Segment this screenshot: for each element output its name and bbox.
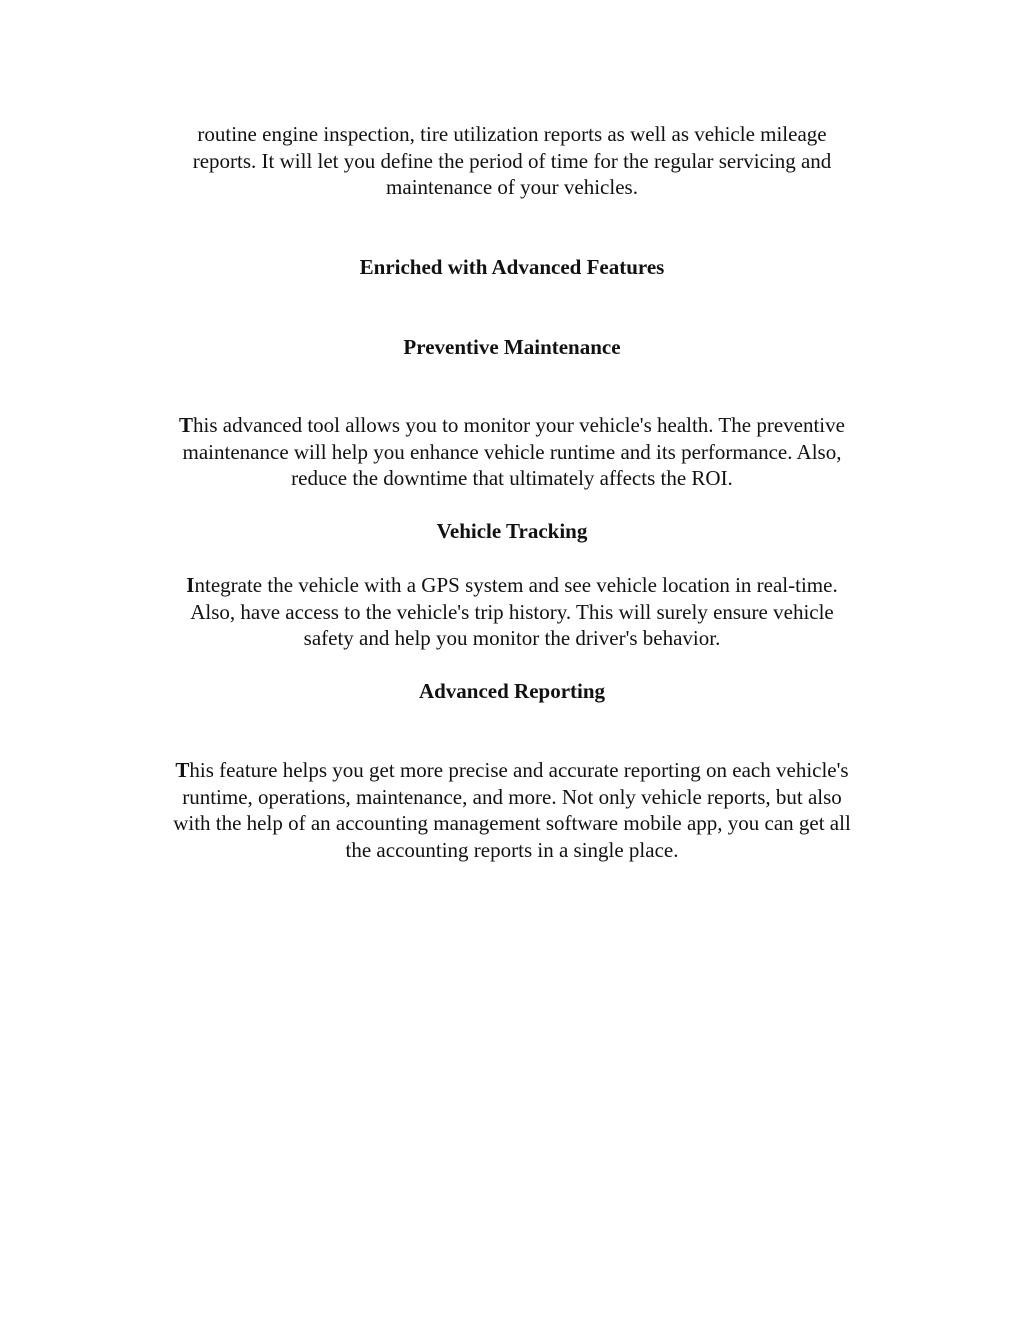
paragraph-line	[112, 757, 912, 784]
paragraph-line: Also, have access to the vehicle's trip history. This will surely ensure vehicle	[190, 599, 834, 624]
intro-line: maintenance of your vehicles.	[386, 175, 638, 199]
section-title: Enriched with Advanced Features	[359, 255, 665, 279]
paragraph-line-text: his advanced tool allows you to monitor your vehicle's health. The preventive	[193, 413, 845, 437]
preventive-maintenance-paragraph	[112, 412, 912, 492]
paragraph-line: maintenance will help you enhance vehicle runtime and its performance. Also,	[182, 439, 842, 464]
paragraph-line: runtime, operations, maintenance, and more. Not only vehicle reports, but also	[182, 784, 842, 809]
paragraph-line-text: his feature helps you get more precise and accurate reporting on each vehicle's	[189, 758, 849, 782]
paragraph-line: safety and help you monitor the driver's behavior.	[303, 626, 721, 650]
paragraph-line-text: ntegrate the vehicle with a GPS system and see vehicle location in real-time.	[194, 573, 838, 597]
intro-line: routine engine inspection, tire utilization reports as well as vehicle mileage	[197, 122, 827, 146]
advanced-reporting-paragraph	[112, 757, 912, 863]
drop-cap-letter: T	[179, 413, 194, 437]
intro-line: reports. It will let you define the period of time for the regular servicing and	[192, 148, 832, 173]
intro-paragraph	[112, 121, 912, 201]
advanced-reporting-heading: Advanced Reporting	[418, 679, 606, 703]
drop-cap-letter: I	[186, 573, 195, 597]
paragraph-line: reduce the downtime that ultimately affects the ROI.	[291, 466, 733, 490]
preventive-maintenance-heading: Preventive Maintenance	[403, 335, 621, 359]
vehicle-tracking-paragraph	[112, 572, 912, 652]
paragraph-line: the accounting reports in a single place.	[345, 837, 679, 862]
paragraph-line: with the help of an accounting management software mobile app, you can get all	[173, 811, 851, 835]
paragraph-line	[112, 572, 912, 599]
paragraph-line	[112, 412, 912, 439]
vehicle-tracking-heading: Vehicle Tracking	[436, 519, 588, 543]
drop-cap-letter: T	[175, 758, 190, 782]
